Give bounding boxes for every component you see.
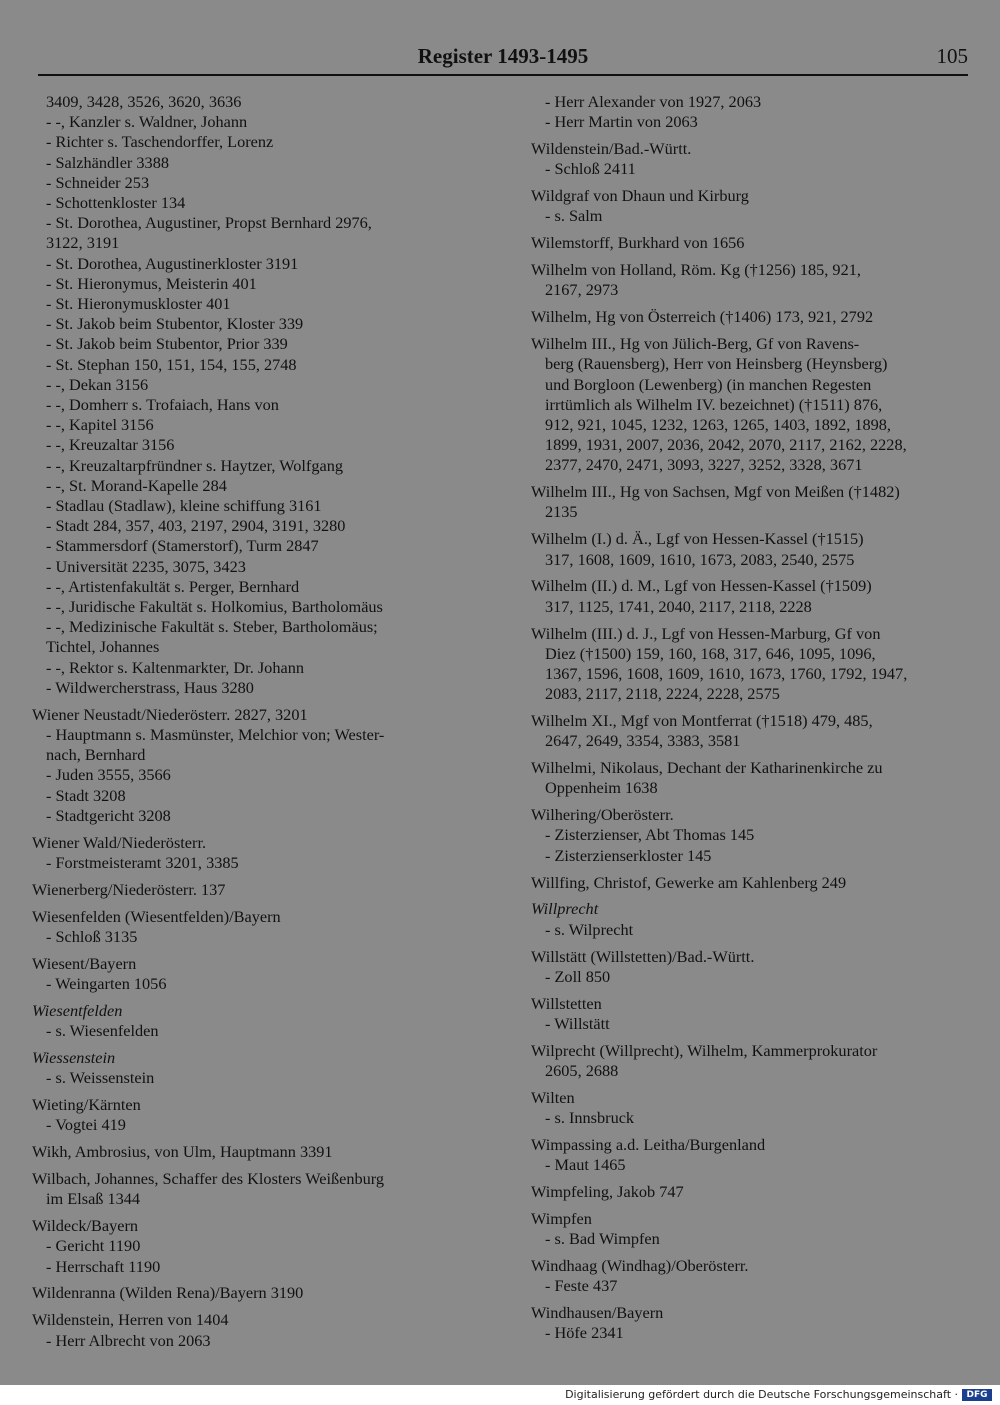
- register-entry: [531, 758, 976, 798]
- entry-heading: Wiener Neustadt/Niederösterr. 2827, 3201: [32, 704, 308, 724]
- entry-line: - Stadt 3208: [46, 785, 126, 805]
- entry-line: 912, 921, 1045, 1232, 1263, 1265, 1403, 1892, 1898,: [545, 414, 891, 434]
- register-entry: [32, 1169, 477, 1209]
- entry-heading: Wiesent/Bayern: [32, 953, 137, 973]
- entry-line: - Stadtgericht 3208: [46, 805, 171, 825]
- register-entry: [531, 529, 976, 569]
- entry-line: - s. Bad Wimpfen: [545, 1229, 660, 1249]
- entry-line: - St. Dorothea, Augustinerkloster 3191: [46, 253, 299, 273]
- entry-line: - St. Jakob beim Stubentor, Prior 339: [46, 334, 288, 354]
- entry-line: - Herr Albrecht von 2063: [46, 1330, 211, 1350]
- entry-heading: Wildeck/Bayern: [32, 1216, 139, 1236]
- entry-line: - Universität 2235, 3075, 3423: [46, 556, 246, 576]
- register-entry: [531, 260, 976, 300]
- entry-heading: Wilhelm (III.) d. J., Lgf von Hessen-Marburg, Gf von: [531, 623, 881, 643]
- entry-heading: Wieting/Kärnten: [32, 1095, 141, 1115]
- register-entry: [32, 954, 477, 994]
- register-entry: [531, 805, 976, 866]
- entry-line: - Stadt 284, 357, 403, 2197, 2904, 3191, 3280: [46, 516, 346, 536]
- entry-line: - St. Hieronymuskloster 401: [46, 294, 231, 314]
- entry-line: - Zisterzienserkloster 145: [545, 845, 712, 865]
- entry-line: irrtümlich als Wilhelm IV. bezeichnet) (†1511) 876,: [545, 394, 883, 414]
- register-entry: [531, 994, 976, 1034]
- entry-heading: Wiesenfelden (Wiesentfelden)/Bayern: [32, 906, 281, 926]
- register-entry: [531, 1088, 976, 1128]
- register-entry: [32, 907, 477, 947]
- entry-heading: Wiener Wald/Niederösterr.: [32, 832, 207, 852]
- entry-heading: Wildenstein/Bad.-Württ.: [531, 139, 692, 159]
- entry-line: - Willstätt: [545, 1013, 610, 1033]
- entry-heading: Wilhelm, Hg von Österreich (†1406) 173, 921, 2792: [531, 307, 874, 327]
- entry-line: - s. Salm: [545, 206, 603, 226]
- entry-line: - Herr Martin von 2063: [545, 112, 698, 132]
- register-entry: [531, 307, 976, 327]
- entry-line: nach, Bernhard: [46, 745, 146, 765]
- entry-line: - Stammersdorf (Stamerstorf), Turm 2847: [46, 536, 319, 556]
- register-entry: [32, 705, 477, 826]
- register-entry: [32, 1095, 477, 1135]
- entry-heading: Wilhelm (II.) d. M., Lgf von Hessen-Kassel (†1509): [531, 576, 872, 596]
- right-column: [531, 92, 976, 1350]
- entry-line: - -, Kreuzaltar 3156: [46, 435, 175, 455]
- entry-line: - St. Stephan 150, 151, 154, 155, 2748: [46, 354, 297, 374]
- entry-heading: Wiesentfelden: [32, 1000, 123, 1020]
- entry-line: 3409, 3428, 3526, 3620, 3636: [46, 92, 242, 111]
- register-entry: [32, 1283, 477, 1303]
- entry-heading: Wilhelm III., Hg von Jülich-Berg, Gf von Ravens-: [531, 334, 860, 354]
- entry-line: - Wildwercherstrass, Haus 3280: [46, 677, 254, 697]
- entry-line: 1899, 1931, 2007, 2036, 2042, 2070, 2117, 2162, 2228,: [545, 435, 907, 455]
- entry-heading: Wiessenstein: [32, 1047, 116, 1067]
- register-entry: [531, 139, 976, 179]
- entry-heading: Wilprecht (Willprecht), Wilhelm, Kammerprokurator: [531, 1040, 878, 1060]
- entry-line: - Salzhändler 3388: [46, 152, 169, 172]
- register-entry: [531, 1182, 976, 1202]
- entry-line: - -, Kanzler s. Waldner, Johann: [46, 112, 248, 132]
- register-entry: [32, 92, 477, 698]
- entry-heading: Wilemstorff, Burkhard von 1656: [531, 233, 745, 253]
- entry-heading: Wilhering/Oberösterr.: [531, 805, 674, 825]
- register-entry: [32, 880, 477, 900]
- entry-line: - Forstmeisteramt 3201, 3385: [46, 852, 239, 872]
- entry-line: - -, Artistenfakultät s. Perger, Bernhard: [46, 576, 300, 596]
- entry-line: - -, Medizinische Fakultät s. Steber, Bartholomäus;: [46, 617, 378, 637]
- entry-line: - Zoll 850: [545, 966, 611, 986]
- entry-heading: Wilhelm (I.) d. Ä., Lgf von Hessen-Kassel (†1515): [531, 529, 864, 549]
- entry-line: - Richter s. Taschendorffer, Lorenz: [46, 132, 274, 152]
- entry-heading: Wildgraf von Dhaun und Kirburg: [531, 186, 749, 206]
- register-entry: [531, 334, 976, 475]
- register-entry: [531, 873, 976, 893]
- dfg-logo: DFG: [962, 1389, 992, 1401]
- register-entry: [531, 482, 976, 522]
- entry-line: Oppenheim 1638: [545, 778, 658, 798]
- entry-line: 2167, 2973: [545, 280, 619, 300]
- entry-heading: Wildenranna (Wilden Rena)/Bayern 3190: [32, 1283, 304, 1303]
- register-entry: [32, 1310, 477, 1350]
- entry-heading: Wilhelmi, Nikolaus, Dechant der Katharinenkirche zu: [531, 758, 883, 778]
- entry-line: - s. Wiesenfelden: [46, 1021, 159, 1041]
- register-entry: [531, 186, 976, 226]
- footer-credit: Digitalisierung gefördert durch die Deutsche Forschungsgemeinschaft ·: [565, 1388, 958, 1401]
- entry-line: - Feste 437: [545, 1276, 618, 1296]
- entry-line: - Stadlau (Stadlaw), kleine schiffung 3161: [46, 496, 322, 516]
- register-entry: [531, 1041, 976, 1081]
- entry-line: - Juden 3555, 3566: [46, 765, 171, 785]
- entry-heading: Wilbach, Johannes, Schaffer des Klosters Weißenburg: [32, 1169, 385, 1189]
- entry-line: - s. Innsbruck: [545, 1108, 635, 1127]
- entry-line: - -, Kapitel 3156: [46, 415, 154, 435]
- register-entry: [531, 576, 976, 616]
- register-entry: [531, 1256, 976, 1296]
- entry-line: im Elsaß 1344: [46, 1189, 141, 1209]
- entry-line: 2647, 2649, 3354, 3383, 3581: [545, 731, 741, 751]
- entry-line: - -, Dekan 3156: [46, 374, 149, 394]
- entry-line: - -, Rektor s. Kaltenmarkter, Dr. Johann: [46, 657, 304, 677]
- register-entry: [531, 624, 976, 705]
- entry-line: 1367, 1596, 1608, 1609, 1610, 1673, 1760, 1792, 1947,: [545, 663, 908, 683]
- entry-line: - Schloß 3135: [46, 926, 138, 946]
- entry-heading: Wimpfeling, Jakob 747: [531, 1181, 684, 1201]
- entry-line: 2135: [545, 502, 578, 522]
- entry-line: 317, 1608, 1609, 1610, 1673, 2083, 2540, 2575: [545, 549, 855, 569]
- register-entry: [531, 1303, 976, 1343]
- page-header: [38, 44, 968, 76]
- entry-heading: Wikh, Ambrosius, von Ulm, Hauptmann 3391: [32, 1142, 333, 1162]
- entry-line: Tichtel, Johannes: [46, 637, 160, 657]
- entry-heading: Wimpfen: [531, 1208, 592, 1228]
- entry-line: berg (Rauensberg), Herr von Heinsberg (Heynsberg): [545, 354, 888, 374]
- entry-line: 3122, 3191: [46, 233, 120, 253]
- entry-line: 317, 1125, 1741, 2040, 2117, 2118, 2228: [545, 596, 812, 616]
- register-entry: [32, 1216, 477, 1277]
- entry-line: - Maut 1465: [545, 1155, 626, 1175]
- page-title: Register 1493-1495: [417, 44, 589, 68]
- entry-heading: Wienerberg/Niederösterr. 137: [32, 879, 226, 899]
- entry-line: - -, St. Morand-Kapelle 284: [46, 475, 227, 495]
- entry-heading: Willprecht: [531, 899, 599, 919]
- footer-bar: [0, 1385, 1000, 1405]
- left-column: [32, 92, 477, 1357]
- entry-heading: Wilhelm XI., Mgf von Montferrat (†1518) 479, 485,: [531, 711, 873, 731]
- entry-line: - St. Jakob beim Stubentor, Kloster 339: [46, 314, 304, 334]
- entry-line: - Weingarten 1056: [46, 973, 167, 993]
- entry-line: - Hauptmann s. Masmünster, Melchior von; Wester-: [46, 724, 385, 744]
- entry-heading: Willstätt (Willstetten)/Bad.-Württ.: [531, 946, 755, 966]
- entry-heading: Wildenstein, Herren von 1404: [32, 1310, 229, 1330]
- entry-line: 2377, 2470, 2471, 3093, 3227, 3252, 3328, 3671: [545, 455, 863, 475]
- entry-heading: Windhaag (Windhag)/Oberösterr.: [531, 1255, 749, 1275]
- entry-line: - Gericht 1190: [46, 1236, 141, 1256]
- entry-line: - Herrschaft 1190: [46, 1256, 161, 1276]
- entry-heading: Wilten: [531, 1087, 575, 1107]
- entry-heading: Wilhelm von Holland, Röm. Kg (†1256) 185, 921,: [531, 260, 861, 280]
- register-entry: [32, 1142, 477, 1162]
- entry-heading: Willstetten: [531, 993, 602, 1013]
- entry-line: 2605, 2688: [545, 1060, 619, 1080]
- entry-heading: Willfing, Christof, Gewerke am Kahlenberg 249: [531, 872, 847, 892]
- register-entry: [531, 711, 976, 751]
- entry-line: - s. Wilprecht: [545, 919, 634, 939]
- entry-heading: Wimpassing a.d. Leitha/Burgenland: [531, 1134, 766, 1154]
- register-entry: [531, 233, 976, 253]
- register-entry: [32, 833, 477, 873]
- register-entry: [531, 899, 976, 939]
- entry-line: - St. Dorothea, Augustiner, Propst Bernhard 2976,: [46, 213, 372, 233]
- entry-line: - Schottenkloster 134: [46, 193, 186, 213]
- entry-line: - Vogtei 419: [46, 1115, 126, 1135]
- register-entry: [531, 1135, 976, 1175]
- entry-line: - -, Juridische Fakultät s. Holkomius, Bartholomäus: [46, 597, 383, 617]
- entry-line: - -, Kreuzaltarpfründner s. Haytzer, Wolfgang: [46, 455, 344, 475]
- entry-line: - Schneider 253: [46, 172, 150, 192]
- entry-line: - Höfe 2341: [545, 1323, 624, 1343]
- register-entry: [531, 1209, 976, 1249]
- register-entry: [32, 1048, 477, 1088]
- entry-line: - St. Hieronymus, Meisterin 401: [46, 273, 257, 293]
- entry-line: - -, Domherr s. Trofaiach, Hans von: [46, 395, 279, 415]
- register-entry: [32, 1001, 477, 1041]
- entry-line: Diez (†1500) 159, 160, 168, 317, 646, 1095, 1096,: [545, 643, 876, 663]
- entry-line: - Herr Alexander von 1927, 2063: [545, 92, 762, 111]
- entry-line: und Borgloon (Lewenberg) (in manchen Regesten: [545, 374, 872, 394]
- entry-line: - Schloß 2411: [545, 159, 636, 179]
- register-entry: [531, 947, 976, 987]
- entry-heading: Windhausen/Bayern: [531, 1303, 664, 1323]
- page-number: 105: [936, 44, 968, 68]
- entry-line: 2083, 2117, 2118, 2224, 2228, 2575: [545, 684, 780, 704]
- entry-line: - s. Weissenstein: [46, 1068, 155, 1088]
- register-entry: [531, 92, 976, 132]
- entry-line: - Zisterzienser, Abt Thomas 145: [545, 825, 755, 845]
- entry-heading: Wilhelm III., Hg von Sachsen, Mgf von Meißen (†1482): [531, 482, 900, 502]
